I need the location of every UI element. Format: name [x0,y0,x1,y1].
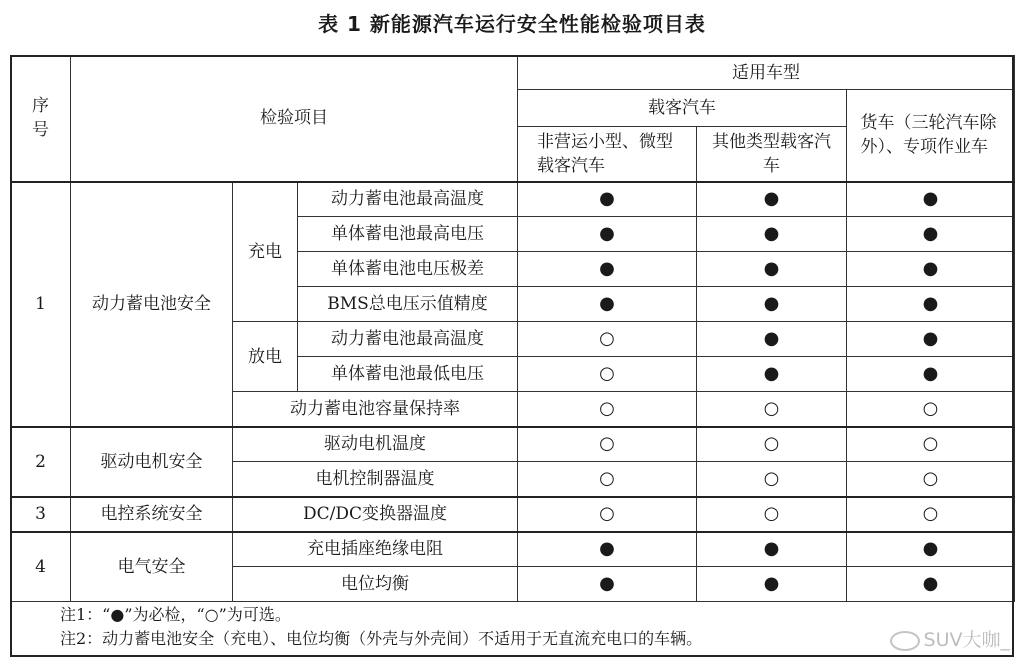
subgroup-discharge: 放电 [233,322,298,392]
header-seq: 序号 [11,56,71,182]
mark: ● [697,357,847,392]
mark: ● [847,217,1015,252]
watermark-text: SUV大咖_ [923,629,1010,651]
mark: ○ [847,392,1015,427]
mark: ● [697,217,847,252]
header-item: 检验项目 [71,56,518,182]
group-no: 1 [11,182,71,427]
mark: ○ [847,427,1015,462]
mark: ● [847,182,1015,217]
mark: ○ [518,427,697,462]
header-other-passenger: 其他类型载客汽车 [697,127,847,182]
item-name: BMS总电压示值精度 [298,287,518,322]
mark: ● [518,287,697,322]
table-notes [60,603,702,651]
watermark [890,625,1010,652]
weibo-logo-icon [890,631,920,651]
mark: ● [697,252,847,287]
item-name: 充电插座绝缘电阻 [233,532,518,567]
group-no: 4 [11,532,71,602]
item-name: DC/DC变换器温度 [233,497,518,532]
mark: ● [847,567,1015,602]
mark: ● [518,532,697,567]
mark: ○ [697,392,847,427]
mark: ○ [697,497,847,532]
mark: ● [847,532,1015,567]
mark: ○ [518,357,697,392]
group-name: 电控系统安全 [71,497,233,532]
item-name: 单体蓄电池最低电压 [298,357,518,392]
mark: ● [847,357,1015,392]
mark: ● [697,567,847,602]
header-passenger: 载客汽车 [518,90,847,127]
group-name: 电气安全 [71,532,233,602]
header-applicable: 适用车型 [518,56,1015,90]
item-name: 单体蓄电池最高电压 [298,217,518,252]
item-name: 单体蓄电池电压极差 [298,252,518,287]
mark: ● [697,532,847,567]
table-frame [10,55,1014,657]
mark: ● [847,287,1015,322]
mark: ● [518,182,697,217]
mark: ○ [847,462,1015,497]
group-no: 2 [11,427,71,497]
mark: ● [697,287,847,322]
mark: ○ [697,462,847,497]
mark: ● [518,217,697,252]
page-title: 表 1 新能源汽车运行安全性能检验项目表 [318,12,706,36]
mark: ● [518,567,697,602]
group-no: 3 [11,497,71,532]
header-truck: 货车（三轮汽车除外）、专项作业车 [847,90,1015,182]
mark: ○ [847,497,1015,532]
item-name: 动力蓄电池最高温度 [298,182,518,217]
item-name: 动力蓄电池最高温度 [298,322,518,357]
item-name: 动力蓄电池容量保持率 [233,392,518,427]
note-1: 注1：“●”为必检，“○”为可选。 [60,605,291,624]
mark: ○ [518,462,697,497]
item-name: 驱动电机温度 [233,427,518,462]
header-small-passenger: 非营运小型、微型载客汽车 [518,127,697,182]
mark: ○ [518,497,697,532]
mark: ● [697,322,847,357]
mark: ● [847,322,1015,357]
mark: ○ [697,427,847,462]
mark: ○ [518,322,697,357]
mark: ○ [518,392,697,427]
subgroup-charge: 充电 [233,182,298,322]
mark: ● [518,252,697,287]
item-name: 电位均衡 [233,567,518,602]
group-name: 驱动电机安全 [71,427,233,497]
group-name: 动力蓄电池安全 [71,182,233,427]
mark: ● [697,182,847,217]
item-name: 电机控制器温度 [233,462,518,497]
mark: ● [847,252,1015,287]
note-2: 注2：动力蓄电池安全（充电）、电位均衡（外壳与外壳间）不适用于无直流充电口的车辆。 [60,629,703,648]
